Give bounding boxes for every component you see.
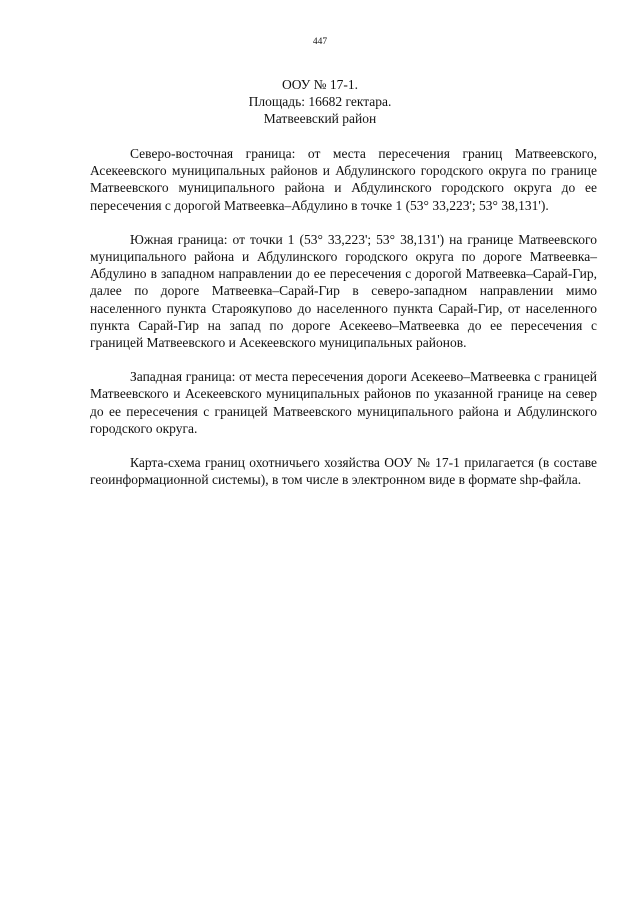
page-number: 447 (312, 37, 328, 47)
northeast-boundary-paragraph: Северо-восточная граница: от места пересечения границ Матвеевского, Асекеевского муниципальных районов и Абдулинского городского округа по границе Матвеевского муниципального района и Абдулинского городского округа до ее пересечения с дорогой Матвеевка–Абдулино в точке 1 (53° 33,223'; 53° 38,131'). (90, 146, 597, 213)
south-boundary-paragraph: Южная граница: от точки 1 (53° 33,223'; 53° 38,131') на границе Матвеевского муниципального района и Абдулинского городского округа по дороге Матвеевка–Абдулино в западном направлении до ее пересечения с дорогой Матвеевка–Сарай-Гир, далее по дороге Матвеевка–Сарай-Гир в северо-западном направлении мимо населенного пункта Староякупово до населенного пункта Сарай-Гир, от населенного пункта Сарай-Гир на запад по дороге Асекеево–Матвеевка до ее пересечения с границей Матвеевского и Асекеевского муниципальных районов. (90, 231, 597, 351)
district-name: Матвеевский район (263, 111, 377, 126)
area-line: Площадь: 16682 гектара. (248, 94, 392, 109)
map-scheme-paragraph: Карта-схема границ охотничьего хозяйства ООУ № 17-1 прилагается (в составе геоинформационной системы), в том числе в электронном виде в формате shp-файла. (90, 455, 597, 488)
document-body (90, 145, 597, 505)
hunting-ground-id: ООУ № 17-1. (281, 77, 359, 92)
west-boundary-paragraph: Западная граница: от места пересечения дороги Асекеево–Матвеевка с границей Матвеевского и Асекеевского муниципальных районов по указанной границе на север до ее пересечения с границей Матвеевского муниципального района и Абдулинского городского округа. (90, 369, 597, 436)
document-heading (0, 76, 640, 127)
